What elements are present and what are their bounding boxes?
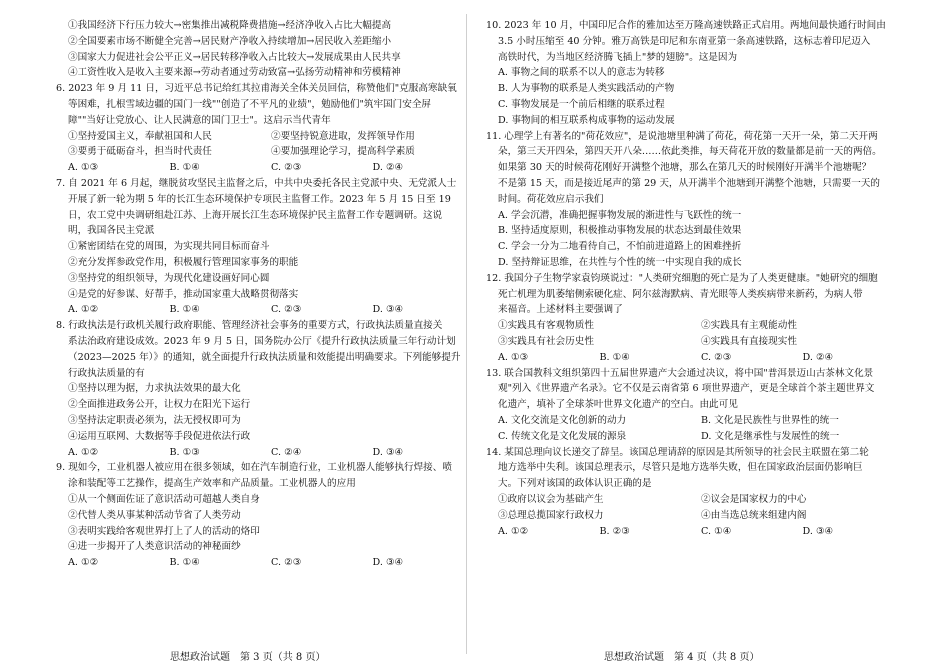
question-stem: 10. 2023 年 10 月，中国印尼合作的雅加达至万隆高速铁路正式启用。两地间最快通行时间由 <box>486 20 886 31</box>
question-stem: 来福音。上述材料主要强调了 <box>498 304 623 316</box>
choice-c: C. ②③ <box>701 351 732 363</box>
statement-item: ②全面推进政务公开，让权力在阳光下运行 <box>68 399 251 411</box>
statement-row <box>486 318 904 334</box>
question-stem: 14. 某国总理向议长递交了辞呈。该国总理请辞的原因是其所领导的社会民主联盟在第二轮 <box>486 446 869 458</box>
choice-a: A. 学会沉潜，准确把握事物发展的渐进性与飞跃性的统一 <box>498 209 742 221</box>
choice-c: C. ①④ <box>701 525 732 537</box>
choice-c: C. 学会一分为二地看待自己，不怕前进道路上的困难挫折 <box>498 241 742 253</box>
question-stem: 大。下列对该国的政体认识正确的是 <box>498 478 652 490</box>
statement-item: ①坚持以理为据，力求执法效果的最大化 <box>68 383 241 395</box>
statement-item: ①从一个侧面佐证了意识活动可超越人类自身 <box>68 493 260 505</box>
statement-row <box>486 492 904 508</box>
page-4 <box>486 18 904 658</box>
choice-a: A. ①② <box>68 557 99 569</box>
choice-a: A. 文化交流是文化创新的动力 <box>498 414 627 426</box>
page-footer: 思想政治试题 第 3 页（共 8 页） <box>170 652 326 663</box>
question-14 <box>486 445 904 540</box>
choice-d: D. ③④ <box>372 304 404 316</box>
page-3 <box>56 18 474 658</box>
statement-item: ③坚持党的组织领导，为现代化建设画好同心圆 <box>68 272 270 284</box>
option-item: ④工资性收入是收入主要来源→劳动者通过劳动致富→弘扬劳动精神和劳模精神 <box>68 67 401 79</box>
statement-item: ②要坚持锐意进取，发挥领导作用 <box>271 130 415 142</box>
choice-c: C. ②④ <box>271 446 302 458</box>
statement-item: ④是党的好参谋、好帮手，推动国家重大战略贯彻落实 <box>68 288 299 300</box>
question-stem: 系法治政府建设成效。2023 年 9 月 5 日，国务院办公厅《提升行政执法质量三年行动计划 <box>68 335 456 347</box>
question-5-options <box>56 18 474 81</box>
choice-d: D. 文化是继承性与发展性的统一 <box>701 430 840 442</box>
question-stem: 7. 自 2021 年 6 月起，继脱贫攻坚民主监督之后，中共中央委托各民主党派中央、无党派人士 <box>56 177 457 189</box>
answer-choices <box>486 524 904 540</box>
question-10 <box>486 18 904 129</box>
question-stem: 明，我国各民主党派 <box>68 225 155 237</box>
choice-b: B. ①④ <box>599 351 630 363</box>
statement-item: ③实践具有社会历史性 <box>498 335 594 347</box>
answer-choices <box>486 350 904 366</box>
choice-a: A. ①② <box>68 304 99 316</box>
question-stem: （2023—2025 年）》的通知，就全面提升行政执法质量和效能提出明确要求。下列能够提升 <box>68 351 461 363</box>
choice-c: C. ②③ <box>271 557 302 569</box>
choice-b: B. ①④ <box>169 162 200 174</box>
statement-item: ①实践具有客观物质性 <box>498 320 594 332</box>
choice-d: D. ③④ <box>372 557 404 569</box>
choice-d: D. ②④ <box>372 162 404 174</box>
choice-c: C. 事物发展是一个前后相继的联系过程 <box>498 98 665 110</box>
statement-item: ④要加强理论学习，提高科学素质 <box>271 146 415 158</box>
question-stem: 如果第 30 天的时候荷花刚好开满整个池塘，那么在第几天的时候刚好开满半个池塘呢？ <box>498 162 872 174</box>
question-stem: 6. 2023 年 9 月 11 日，习近平总书记给红其拉甫海关全体关员回信，称赞他们"克服高寒缺氧 <box>56 83 457 95</box>
question-stem: 朵，第三天开四朵，第四天开八朵……依此类推，每天荷花开放的数量都是前一天的两倍。 <box>498 146 882 158</box>
choice-d: D. 事物间的相互联系构成事物的运动发展 <box>498 114 675 126</box>
question-stem: 时间。荷花效应启示我们 <box>498 193 604 205</box>
question-stem: 死亡机理为肌萎缩侧索硬化症、阿尔兹海默病、青光眼等人类疾病带来新药，为病人带 <box>498 288 863 300</box>
question-stem: 障""当好让党放心、让人民满意的国门卫士"。这启示当代青年 <box>68 114 331 126</box>
choice-c: C. 传统文化是文化发展的源泉 <box>498 430 627 442</box>
question-stem: 3.5 小时压缩至 40 分钟。雅万高铁是印尼和东南亚第一条高速铁路，这标志着印尼迈入 <box>498 35 871 47</box>
statement-item: ④由当选总统来组建内阁 <box>701 509 807 521</box>
question-stem: 观"列入《世界遗产名录》。它不仅是云南省第 6 项世界遗产，更是全球首个茶主题世界文 <box>498 383 875 395</box>
answer-choices <box>486 429 904 445</box>
choice-d: D. 坚持辩证思维，在共性与个性的统一中实现自我的成长 <box>498 256 742 268</box>
choice-c: C. ②③ <box>271 304 302 316</box>
question-stem: 地方选举中失利。该国总理表示，尽管只是地方选举失败，但在国家政治层面仍影响巨 <box>498 462 863 474</box>
statement-item: ②实践具有主观能动性 <box>701 320 797 332</box>
choice-b: B. ①④ <box>169 557 200 569</box>
statement-item: ①坚持爱国主义，奉献祖国和人民 <box>68 130 212 142</box>
answer-choices <box>56 160 474 176</box>
question-13 <box>486 366 904 445</box>
question-stem: 化遗产，填补了全球茶叶世界文化遗产的空白。由此可见 <box>498 399 738 411</box>
choice-a: A. 事物之间的联系不以人的意志为转移 <box>498 67 665 79</box>
statement-row <box>56 144 474 160</box>
choice-a: A. ①③ <box>498 351 529 363</box>
choice-a: A. ①③ <box>68 162 99 174</box>
choice-a: A. ①② <box>498 525 529 537</box>
statement-item: ②代替人类从事某种活动节省了人类劳动 <box>68 509 241 521</box>
question-stem: 8. 行政执法是行政机关履行政府职能、管理经济社会事务的重要方式，行政执法质量直接关 <box>56 320 443 332</box>
choice-b: B. ②③ <box>599 525 630 537</box>
choice-b: B. 人为事物的联系是人类实践活动的产物 <box>498 83 675 95</box>
statement-item: ①紧密团结在党的周围，为实现共同目标而奋斗 <box>68 241 270 253</box>
question-stem: 13. 联合国教科文组织第四十五届世界遗产大会通过决议，将中国"普洱景迈山古茶林文化景 <box>486 367 874 379</box>
statement-row <box>486 508 904 524</box>
question-8 <box>56 318 474 460</box>
statement-item: ①政府以议会为基础产生 <box>498 493 604 505</box>
choice-c: C. ②③ <box>271 162 302 174</box>
question-stem: 行政执法质量的有 <box>68 367 145 379</box>
question-stem: 12. 我国分子生物学家袁钧瑛说过："人类研究细胞的死亡是为了人类更健康。"她研究的细胞 <box>486 272 878 284</box>
page-footer: 思想政治试题 第 4 页（共 8 页） <box>604 652 760 663</box>
question-11 <box>486 129 904 271</box>
question-6 <box>56 81 474 176</box>
choice-b: B. ①③ <box>169 446 200 458</box>
question-9 <box>56 460 474 571</box>
choice-d: D. ③④ <box>802 525 834 537</box>
statement-item: ②充分发挥参政党作用，积极履行管理国家事务的职能 <box>68 256 299 268</box>
statement-item: ③总理总揽国家行政权力 <box>498 509 604 521</box>
answer-choices <box>56 555 474 571</box>
option-item: ③国家大力促进社会公平正义→居民转移净收入占比较大→发展成果由人民共享 <box>68 51 401 63</box>
statement-item: ③表明实践给客观世界打上了人的活动的烙印 <box>68 525 260 537</box>
statement-row <box>486 334 904 350</box>
choice-b: B. ①④ <box>169 304 200 316</box>
choice-b: B. 坚持适度原则，积极推动事物发展的状态达到最佳效果 <box>498 225 742 237</box>
question-stem: 日，农工党中央调研组赴江苏、上海开展长江生态环境保护民主监督工作专题调研。这说 <box>68 209 443 221</box>
question-stem: 高铁时代，为当地区经济腾飞插上"梦的翅膀"。这是因为 <box>498 51 738 63</box>
statement-item: ③坚持法定职责必须为，法无授权即可为 <box>68 414 241 426</box>
statement-item: ②议会是国家权力的中心 <box>701 493 807 505</box>
choice-a: A. ①② <box>68 446 99 458</box>
statement-item: ③要勇于砥砺奋斗，担当时代责任 <box>68 146 212 158</box>
answer-choices <box>56 445 474 461</box>
choice-b: B. 文化是民族性与世界性的统一 <box>701 414 839 426</box>
answer-choices <box>56 302 474 318</box>
answer-choices <box>486 413 904 429</box>
question-stem: 不是第 15 天，而是接近尾声的第 29 天，从开满半个池塘到开满整个池塘，只需要一天的 <box>498 177 880 189</box>
choice-d: D. ③④ <box>372 446 404 458</box>
question-7 <box>56 176 474 318</box>
question-stem: 9. 现如今，工业机器人被应用在很多领域，如在汽车制造行业，工业机器人能够执行焊接、喷 <box>56 462 452 474</box>
question-stem: 等困难，扎根雪域边疆的国门一线""创造了不平凡的业绩"，勉励他们"筑牢国门安全屏 <box>68 98 432 110</box>
option-item: ②全国要素市场不断健全完善→居民财产净收入持续增加→居民收入差距缩小 <box>68 35 392 47</box>
question-12 <box>486 271 904 366</box>
statement-item: ④实践具有直接现实性 <box>701 335 797 347</box>
statement-row <box>56 129 474 145</box>
question-stem: 11. 心理学上有著名的"荷花效应"，是说池塘里种满了荷花，荷花第一天开一朵，第二天开两 <box>486 130 878 142</box>
question-stem: 开展了新一轮为期 5 年的长江生态环境保护专项民主监督工作。2023 年 5 月 15 日至 19 <box>68 193 451 205</box>
statement-item: ④进一步揭开了人类意识活动的神秘面纱 <box>68 541 241 553</box>
statement-item: ④运用互联网、大数据等手段促进依法行政 <box>68 430 251 442</box>
option-item: ①我国经济下行压力较大→密集推出减税降费措施→经济净收入占比大幅提高 <box>68 20 392 31</box>
choice-d: D. ②④ <box>802 351 834 363</box>
question-stem: 涂和装配等工艺操作，提高生产效率和产品质量。工业机器人的应用 <box>68 478 356 490</box>
